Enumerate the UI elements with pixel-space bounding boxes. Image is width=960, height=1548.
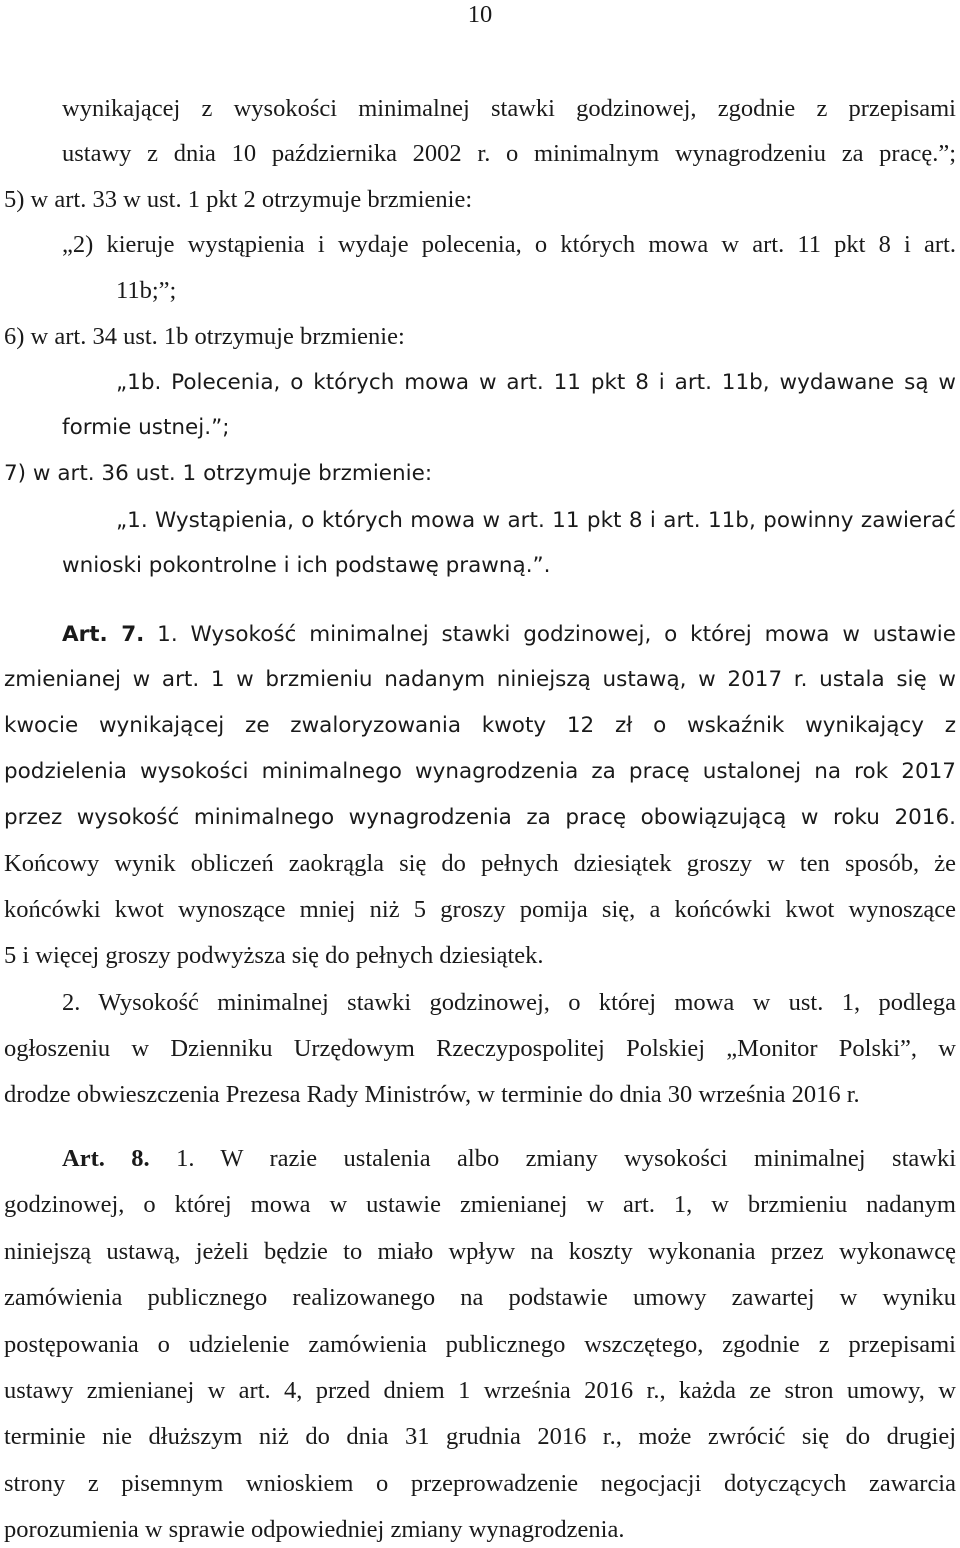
text-line: wynikającej z wysokości minimalnej stawki godzinowej, zgodnie z przepisami	[62, 95, 956, 122]
text-line: terminie nie dłuższym niż do dnia 31 grudnia 2016 r., może zwrócić się do drugiej	[4, 1423, 956, 1450]
quote-line: wnioski pokontrolne i ich podstawę prawną.”.	[62, 553, 551, 578]
text-line: zmienianej w art. 1 w brzmieniu nadanym niniejszą ustawą, w 2017 r. ustala się w	[4, 667, 956, 692]
text-line: niniejszą ustawą, jeżeli będzie to miało wpływ na koszty wykonania przez wykonawcę	[4, 1238, 956, 1265]
text-line: ustawy zmienianej w art. 4, przed dniem 1 września 2016 r., każda ze stron umowy, w	[4, 1377, 956, 1404]
text-line: ogłoszeniu w Dzienniku Urzędowym Rzeczypospolitej Polskiej „Monitor Polski”, w	[4, 1035, 956, 1062]
quote-line: „1b. Polecenia, o których mowa w art. 11 pkt 8 i art. 11b, wydawane są w	[116, 370, 956, 395]
text-line: kwocie wynikającej ze zwaloryzowania kwoty 12 zł o wskaźnik wynikający z	[4, 713, 956, 738]
text-line: postępowania o udzielenie zamówienia publicznego wszczętego, zgodnie z przepisami	[4, 1331, 956, 1358]
quote-line: „1. Wystąpienia, o których mowa w art. 11 pkt 8 i art. 11b, powinny zawierać	[116, 508, 956, 533]
page-number: 10	[467, 1, 493, 28]
article-7-heading-line	[62, 620, 956, 650]
text-line: godzinowej, o której mowa w ustawie zmienianej w art. 1, w brzmieniu nadanym	[4, 1191, 956, 1218]
list-item-5: 5) w art. 33 w ust. 1 pkt 2 otrzymuje brzmienie:	[4, 186, 473, 213]
text-line: „2) kieruje wystąpienia i wydaje polecenia, o których mowa w art. 11 pkt 8 i art.	[62, 231, 956, 258]
text-line: ustawy z dnia 10 października 2002 r. o minimalnym wynagrodzeniu za pracę.”;	[62, 140, 956, 167]
text-line: Końcowy wynik obliczeń zaokrągla się do pełnych dziesiątek groszy w ten sposób, że	[4, 850, 956, 877]
text-line: podzielenia wysokości minimalnego wynagrodzenia za pracę ustalonej na rok 2017	[4, 759, 956, 784]
text-line: 2. Wysokość minimalnej stawki godzinowej, o której mowa w ust. 1, podlega	[62, 989, 956, 1016]
text-line: przez wysokość minimalnego wynagrodzenia za pracę obowiązującą w roku 2016.	[4, 805, 956, 830]
quote-line: formie ustnej.”;	[62, 415, 230, 440]
text-fragment: 1. Wysokość minimalnej stawki godzinowej, o której mowa w ustawie	[144, 622, 956, 647]
article-7-label: Art. 7.	[62, 622, 145, 647]
text-line: 11b;”;	[116, 277, 177, 304]
text-line: zamówienia publicznego realizowanego na podstawie umowy zawartej w wyniku	[4, 1284, 956, 1311]
text-line: końcówki kwot wynoszące mniej niż 5 groszy pomija się, a końcówki kwot wynoszące	[4, 896, 956, 923]
text-fragment: 1. W razie ustalenia albo zmiany wysokości minimalnej stawki	[149, 1145, 956, 1172]
list-item-7: 7) w art. 36 ust. 1 otrzymuje brzmienie:	[4, 461, 433, 486]
text-line: 5 i więcej groszy podwyższa się do pełnych dziesiątek.	[4, 942, 544, 969]
list-item-6: 6) w art. 34 ust. 1b otrzymuje brzmienie:	[4, 323, 405, 350]
article-8-label: Art. 8.	[62, 1145, 150, 1172]
article-8-heading-line	[62, 1144, 956, 1174]
text-line: drodze obwieszczenia Prezesa Rady Ministrów, w terminie do dnia 30 września 2016 r.	[4, 1081, 860, 1108]
text-line: porozumienia w sprawie odpowiedniej zmiany wynagrodzenia.	[4, 1516, 625, 1543]
text-line: strony z pisemnym wnioskiem o przeprowadzenie negocjacji dotyczących zawarcia	[4, 1470, 956, 1497]
